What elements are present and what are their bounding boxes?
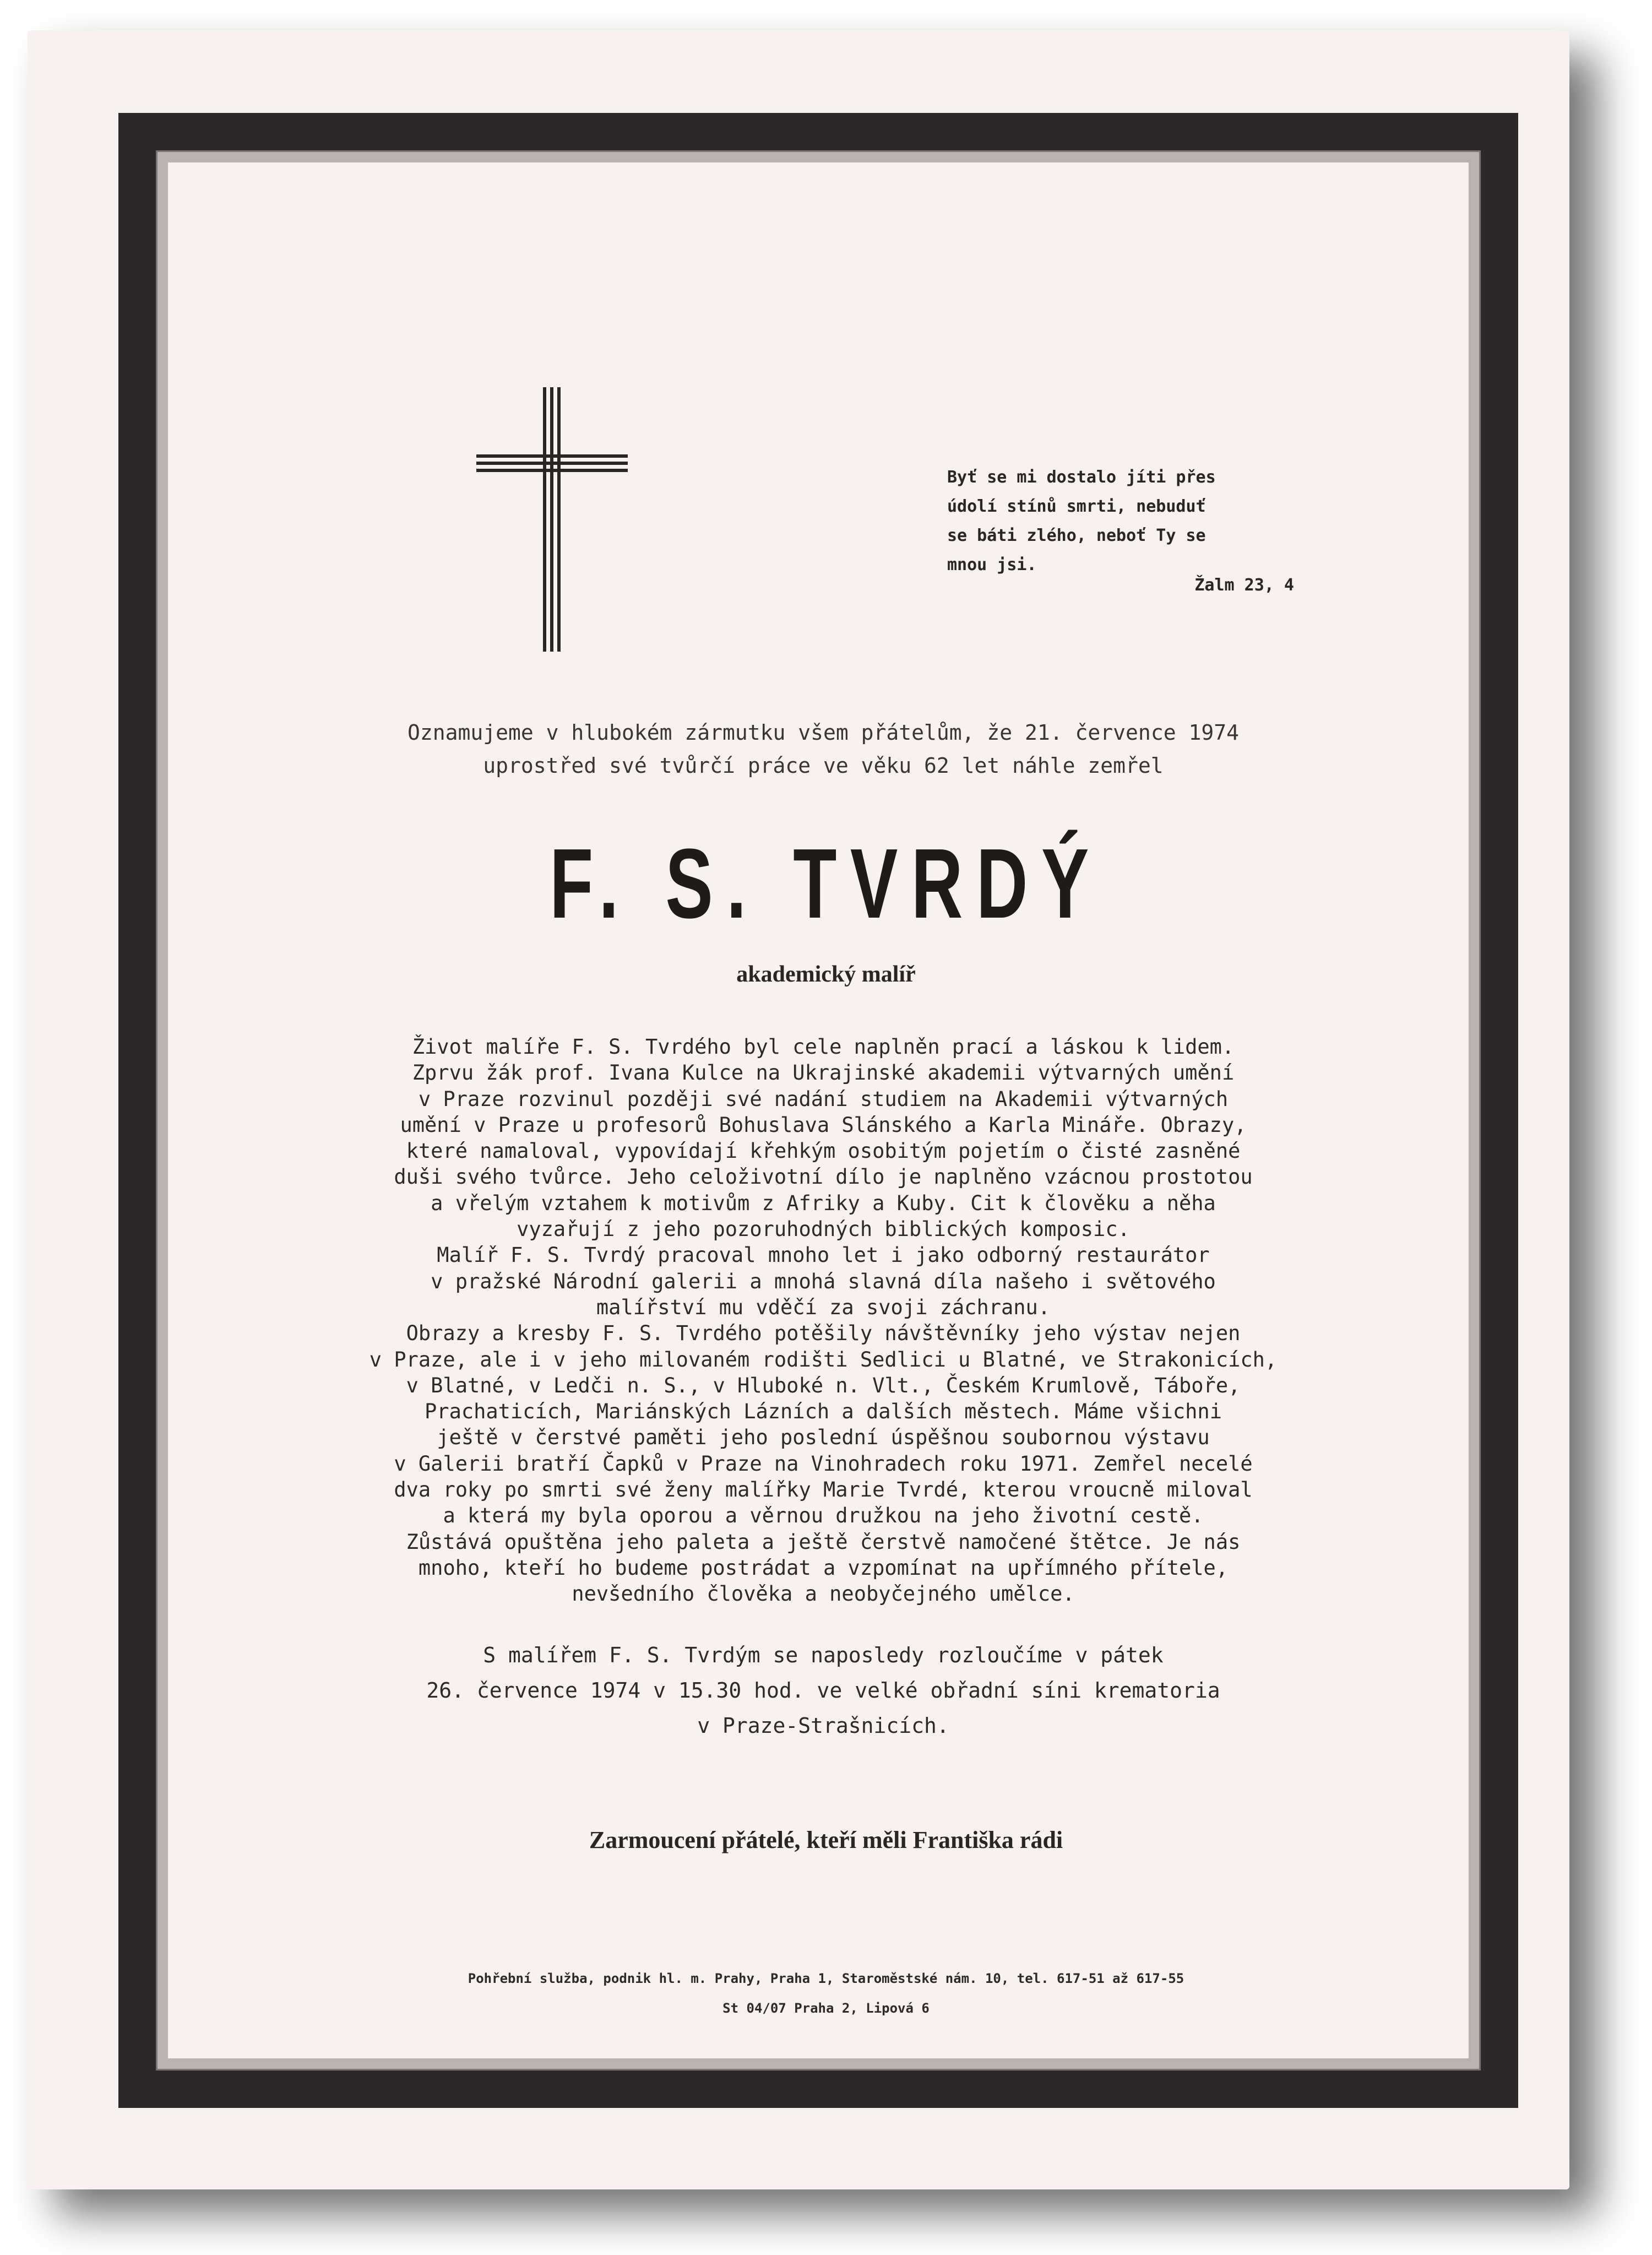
biography-paragraph [341,1034,1305,1242]
bio-line: Život malíře F. S. Tvrdého byl cele naplněn prací a láskou k lidem. [412,1035,1235,1059]
announcement-line: Oznamujeme v hlubokém zármutku všem přátelům, že 21. července 1974 [407,720,1239,745]
funeral-line: 26. července 1974 v 15.30 hod. ve velké obřadní síni krematoria [426,1678,1220,1703]
bio-line: ještě v čerstvé paměti jeho poslední úspěšnou soubornou výstavu [437,1425,1210,1450]
bio-line: v Blatné, v Ledči n. S., v Hluboké n. Vlt., Českém Krumlově, Táboře, [406,1373,1241,1397]
bio-line: a vřelým vztahem k motivům z Afriky a Kuby. Cit k člověku a něha [431,1191,1216,1215]
bio-line: vyzařují z jeho pozoruhodných biblických komposic. [517,1217,1130,1242]
bio-line: nevšedního člověka a neobyčejného umělce. [572,1582,1075,1606]
psalm-line: se báti zlého, neboť Ty se [947,526,1206,545]
psalm-line: mnou jsi. [947,555,1037,574]
bio-line: umění v Praze u profesorů Bohuslava Slánského a Karla Mináře. Obrazy, [400,1113,1247,1137]
bio-line: v Praze rozvinul později své nadání studiem na Akademii výtvarných [418,1087,1229,1111]
psalm-line: údolí stínů smrti, nebuduť [947,497,1206,516]
psalm-quote [947,463,1300,579]
bio-line: které namaloval, vypovídají křehkým osobitým pojetím o čisté zasněné [406,1139,1241,1163]
bio-line: duši svého tvůrce. Jeho celoživotní dílo je naplněno vzácnou prostotou [394,1165,1253,1189]
cross-icon [476,387,628,652]
bio-line: v Praze, ale i v jeho milovaném rodišti Sedlici u Blatné, ve Strakonicích, [369,1347,1278,1372]
bio-line: mnoho, kteří ho budeme postrádat a vzpomínat na upřímného přítele, [418,1555,1229,1580]
bio-line: Zůstává opuštěna jeho paleta a ještě čerstvě namočené štětce. Je nás [406,1530,1241,1554]
footer-line: Pohřební služba, podnik hl. m. Prahy, Praha 1, Staroměstské nám. 10, tel. 617-51 až 617-55 [468,1971,1184,1986]
mourners-signoff: Zarmoucení přátelé, kteří měli Františka rádi [589,1826,1063,1853]
deceased-profession: akademický malíř [736,962,916,987]
bio-line: a která my byla oporou a věrnou družkou na jeho životní cestě. [443,1504,1204,1528]
biography-paragraph [341,1242,1305,1320]
funeral-notice-sheet [28,30,1569,2189]
bio-line: malířství mu vděčí za svoji záchranu. [596,1295,1051,1319]
bio-line: Zprvu žák prof. Ivana Kulce na Ukrajinské akademii výtvarných umění [412,1061,1235,1085]
psalm-reference: Žalm 23, 4 [1194,576,1294,595]
biography [341,1034,1305,1607]
psalm-line: Byť se mi dostalo jíti přes [947,468,1216,487]
printer-footer [303,1964,1349,2023]
death-announcement [314,716,1333,782]
announcement-line: uprostřed své tvůrčí práce ve věku 62 let náhle zemřel [483,754,1164,778]
deceased-name: F. S. TVRDÝ [550,828,1102,939]
funeral-line: S malířem F. S. Tvrdým se naposledy rozloučíme v pátek [483,1643,1164,1667]
biography-paragraph [341,1320,1305,1607]
funeral-line: v Praze-Strašnicích. [697,1714,949,1738]
bio-line: Malíř F. S. Tvrdý pracoval mnoho let i jako odborný restaurátor [437,1243,1210,1267]
bio-line: Obrazy a kresby F. S. Tvrdého potěšily návštěvníky jeho výstav nejen [406,1321,1241,1346]
funeral-details [341,1638,1305,1743]
bio-line: v Galerii bratří Čapků v Praze na Vinohradech roku 1971. Zemřel necelé [394,1451,1253,1476]
footer-line: St 04/07 Praha 2, Lipová 6 [722,2001,930,2016]
bio-line: Prachaticích, Mariánských Lázních a dalších městech. Máme všichni [425,1400,1222,1424]
bio-line: v pražské Národní galerii a mnohá slavná díla našeho i světového [431,1269,1216,1293]
bio-line: dva roky po smrti své ženy malířky Marie Tvrdé, kterou vroucně miloval [394,1478,1253,1502]
